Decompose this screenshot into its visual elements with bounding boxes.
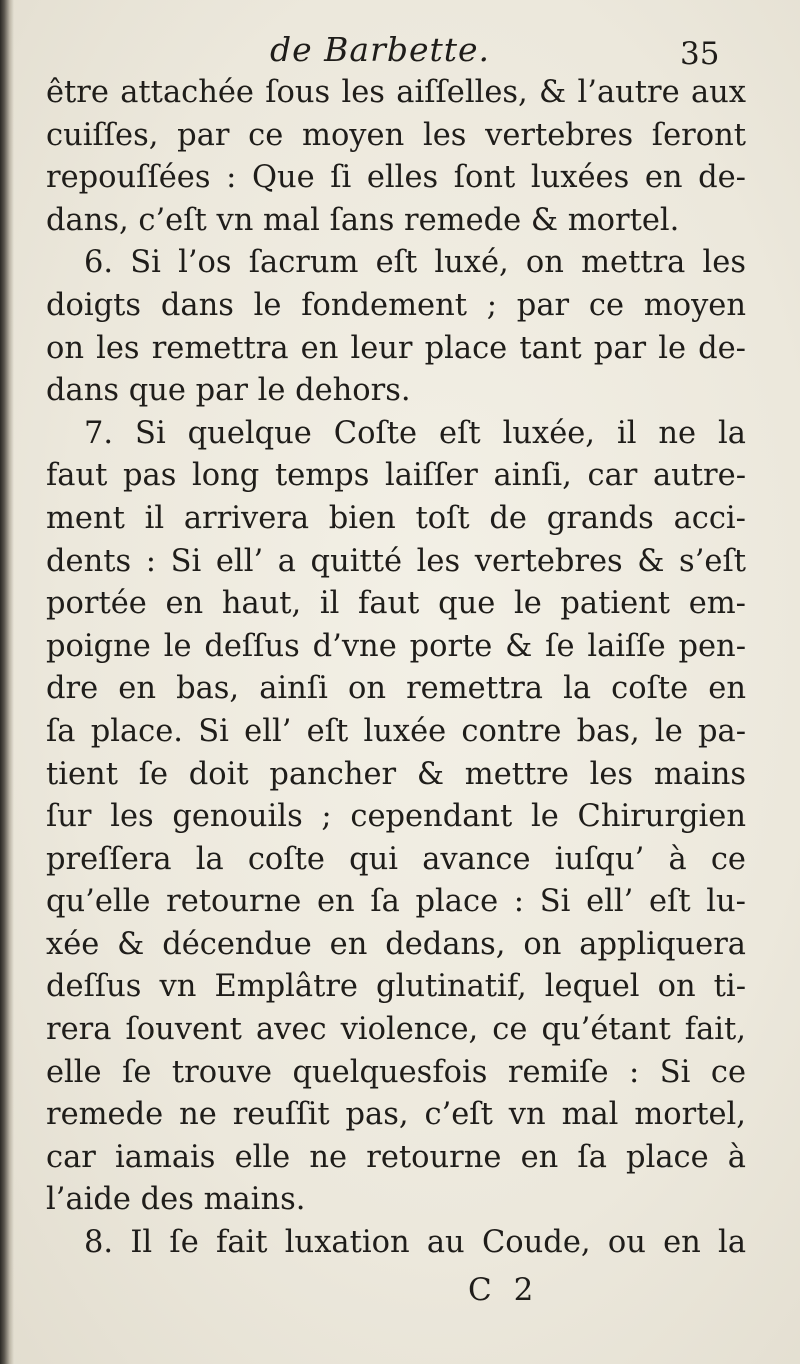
text-line: l’aide des mains. [46, 1182, 306, 1218]
text-line: elle ſe trouve quelquesfois remiſe : Si ce [46, 1054, 746, 1090]
text-line: ſa place. Si ell’ eſt luxée contre bas, le pa- [46, 713, 746, 749]
text-line: remede ne reuſſit pas, c’eſt vn mal mortel, [46, 1097, 746, 1133]
text-line: car iamais elle ne retourne en ſa place à [46, 1139, 746, 1175]
text-line: dans, c’eſt vn mal ſans remede & mortel. [46, 202, 680, 238]
text-line: ſur les genouils ; cependant le Chirurgien [46, 799, 746, 835]
text-line: xée & décendue en dedans, on appliquera [46, 926, 746, 962]
text-line: 6. Si l’os ſacrum eſt luxé, on mettra les [84, 245, 746, 281]
text-line: poigne le deſſus d’vne porte & ſe laiſſe pen- [46, 628, 746, 664]
text-line: on les remettra en leur place tant par le de- [46, 330, 746, 366]
text-line: portée en haut, il faut que le patient em- [46, 586, 746, 622]
text-line: repouſſées : Que ſi elles ſont luxées en de- [46, 160, 746, 196]
text-line: tient ſe doit pancher & mettre les mains [46, 756, 746, 792]
text-line: dents : Si ell’ a quitté les vertebres & s’eſt [46, 543, 746, 579]
text-line: 7. Si quelque Coſte eſt luxée, il ne la [84, 415, 746, 451]
text-line: doigts dans le fondement ; par ce moyen [46, 287, 746, 323]
page-gutter-shadow [0, 0, 14, 1364]
text-line: être attachée ſous les aiſſelles, & l’autre aux [46, 75, 746, 110]
page-number: 35 [680, 36, 720, 72]
text-line: faut pas long temps laiſſer ainſi, car autre- [46, 458, 746, 494]
text-line: deſſus vn Emplâtre glutinatif, lequel on ti- [46, 969, 746, 1005]
text-line: rera ſouvent avec violence, ce qu’étant fait, [46, 1012, 746, 1048]
text-line: dans que par le dehors. [46, 373, 411, 409]
text-line: ment il arrivera bien toſt de grands acci- [46, 500, 746, 536]
text-line: 8. Il ſe fait luxation au Coude, ou en la [84, 1225, 746, 1261]
text-line: qu’elle retourne en ſa place : Si ell’ eſt lu- [46, 884, 746, 920]
running-title: de Barbette. [270, 30, 491, 69]
body-text [46, 72, 746, 1265]
text-line: cuiſſes, par ce moyen les vertebres ſeront [46, 117, 746, 153]
signature-mark: C 2 [468, 1272, 540, 1308]
text-line: preſſera la coſte qui avance iuſqu’ à ce [46, 841, 746, 877]
text-line: dre en bas, ainſi on remettra la coſte en [46, 671, 746, 707]
